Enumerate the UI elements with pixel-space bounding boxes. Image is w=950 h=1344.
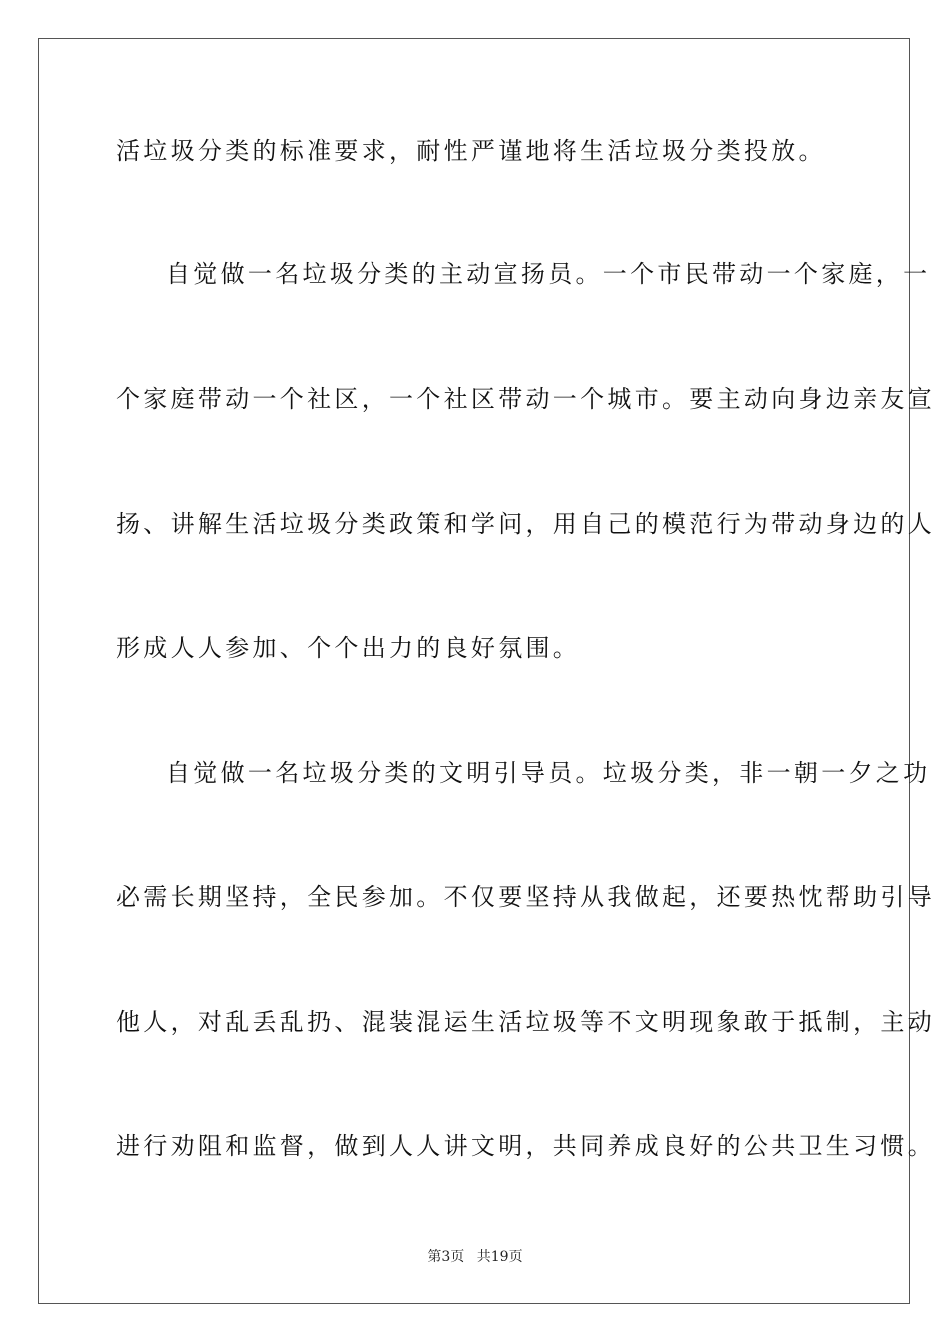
- paragraph-line: 必需长期坚持，全民参加。不仅要坚持从我做起，还要热忱帮助引导: [116, 883, 935, 911]
- page-total: 共19页: [476, 1249, 523, 1265]
- paragraph-line: 活垃圾分类的标准要求，耐性严谨地将生活垃圾分类投放。: [116, 137, 826, 165]
- page-number: 第3页: [427, 1249, 465, 1265]
- paragraph-line: 进行劝阻和监督，做到人人讲文明，共同养成良好的公共卫生习惯。: [116, 1132, 935, 1160]
- paragraph-line: 自觉做一名垃圾分类的文明引导员。垃圾分类，非一朝一夕之功: [166, 759, 931, 787]
- paragraph-line: 形成人人参加、个个出力的良好氛围。: [116, 634, 581, 662]
- paragraph-line: 自觉做一名垃圾分类的主动宣扬员。一个市民带动一个家庭，一: [166, 260, 931, 288]
- page-border: [38, 38, 935, 1304]
- paragraph-line: 他人，对乱丢乱扔、混装混运生活垃圾等不文明现象敢于抵制，主动: [116, 1008, 935, 1036]
- paragraph-line: 个家庭带动一个社区，一个社区带动一个城市。要主动向身边亲友宣: [116, 385, 935, 413]
- paragraph-line: 扬、讲解生活垃圾分类政策和学问，用自己的模范行为带动身边的人: [116, 510, 935, 538]
- page-footer: [0, 1246, 950, 1266]
